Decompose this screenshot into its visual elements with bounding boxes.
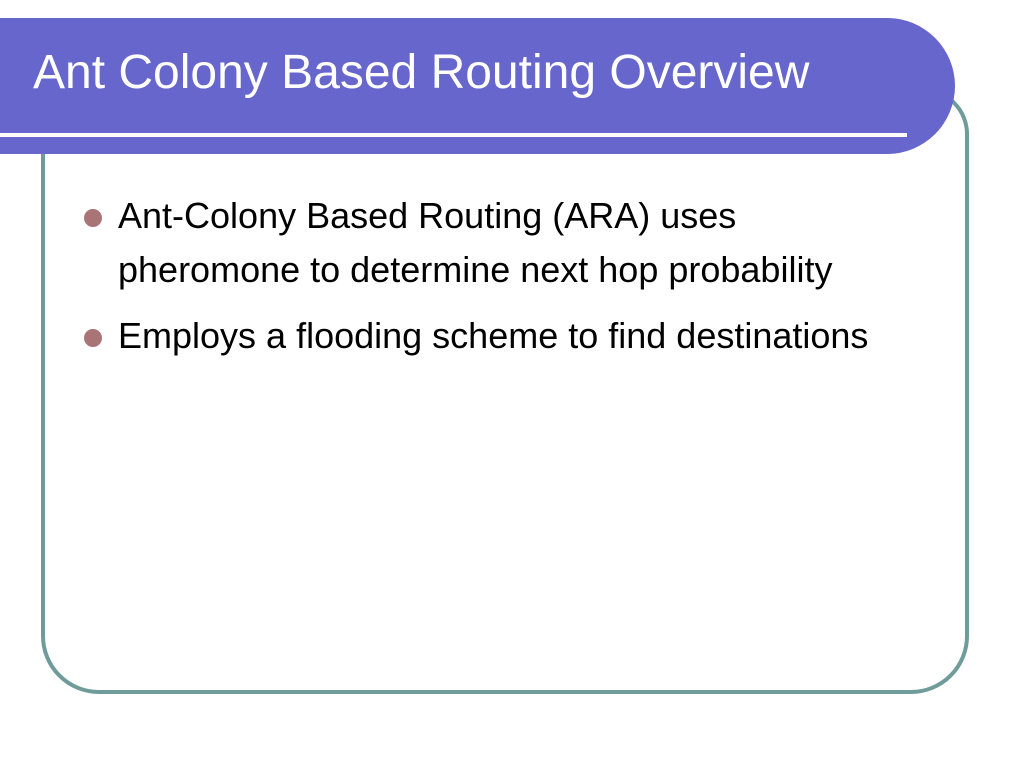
bullet-dot-icon <box>84 329 102 347</box>
slide-title: Ant Colony Based Routing Overview <box>33 46 810 99</box>
bullet-dot-icon <box>84 209 102 227</box>
bullet-item <box>84 189 904 297</box>
title-underline <box>0 133 907 137</box>
bullet-item <box>84 309 904 363</box>
bullet-text: Employs a flooding scheme to find destinations <box>118 315 869 356</box>
bullet-text: Ant-Colony Based Routing (ARA) uses pheromone to determine next hop probability <box>118 195 833 290</box>
bullet-list <box>84 189 904 375</box>
content-frame <box>41 88 969 694</box>
